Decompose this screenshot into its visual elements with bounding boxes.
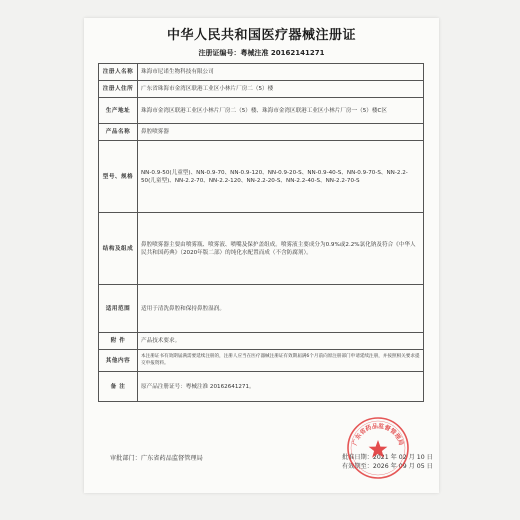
approval-date: 批准日期：2021 年 02 月 10 日 <box>342 454 433 461</box>
row-label: 产品名称 <box>99 124 138 141</box>
row-value: 鼻腔喷雾器主要由喷雾瓶、喷雾液、喷嘴及保护盖组成。喷雾液主要成分为0.9%或2.2%氯化钠及符合《中华人民共和国药典》（2020年版二部）的纯化水配置而成（不含防腐剂）。 <box>138 213 424 285</box>
table-row <box>99 64 424 81</box>
row-value: 本注册证书有效期届满需要延续注册的，注册人应当在医疗器械注册证有效期届满6个月前向原注册部门申请延续注册，并按照相关要求提交申报资料。 <box>138 350 424 372</box>
row-value: 产品技术要求。 <box>138 333 424 350</box>
table-row <box>99 333 424 350</box>
table-row <box>99 124 424 141</box>
seal-lettering: 广东省药品监督管理局 <box>351 422 405 447</box>
registration-number: 注册证编号：粤械注准 20162141271 <box>198 49 325 57</box>
row-value: 珠海市尼诺生物科技有限公司 <box>138 64 424 81</box>
table-row <box>99 81 424 98</box>
row-label: 注册人名称 <box>99 64 138 81</box>
row-label: 其他内容 <box>99 350 138 372</box>
row-label: 型号、规格 <box>99 141 138 213</box>
row-value: 鼻腔喷雾器 <box>138 124 424 141</box>
row-label: 结构及组成 <box>99 213 138 285</box>
row-label: 附 件 <box>99 333 138 350</box>
row-value: 适用于清洗鼻腔和保持鼻腔湿润。 <box>138 285 424 333</box>
row-value: 原产品注册证号：粤械注准 20162641271。 <box>138 372 424 402</box>
certificate-page <box>84 18 439 493</box>
table-row <box>99 141 424 213</box>
row-value: 广东省珠海市金湾区联港工业区小林片厂房二（5）楼 <box>138 81 424 98</box>
table-row <box>99 372 424 402</box>
official-seal-icon <box>346 416 410 480</box>
table-row <box>99 350 424 372</box>
table-row <box>99 98 424 124</box>
row-label: 适用范围 <box>99 285 138 333</box>
certificate-table <box>98 63 424 402</box>
row-value: 珠海市金湾区联港工业区小林片厂房二（5）楼、珠海市金湾区联港工业区小林片厂房一（5）楼C区 <box>138 98 424 124</box>
row-label: 注册人住所 <box>99 81 138 98</box>
table-row <box>99 213 424 285</box>
row-label: 生产地址 <box>99 98 138 124</box>
expiry-date: 有效期至：2026 年 09 月 05 日 <box>342 463 433 470</box>
row-label: 备 注 <box>99 372 138 402</box>
certificate-title: 中华人民共和国医疗器械注册证 <box>166 28 356 43</box>
row-value: NN-0.9-50(儿童型)、NN-0.9-70、NN-0.9-120、NN-0.9-20-S、NN-0.9-40-S、NN-0.9-70-S、NN-2.2-50(儿童型)、NN-2.2-70、NN-2.2-120、NN-2.2-20-S、NN-2.2-40-S、NN-2.2-70-S <box>138 141 424 213</box>
issuing-authority: 审批部门：广东省药品监督管理局 <box>110 455 203 462</box>
table-row <box>99 285 424 333</box>
